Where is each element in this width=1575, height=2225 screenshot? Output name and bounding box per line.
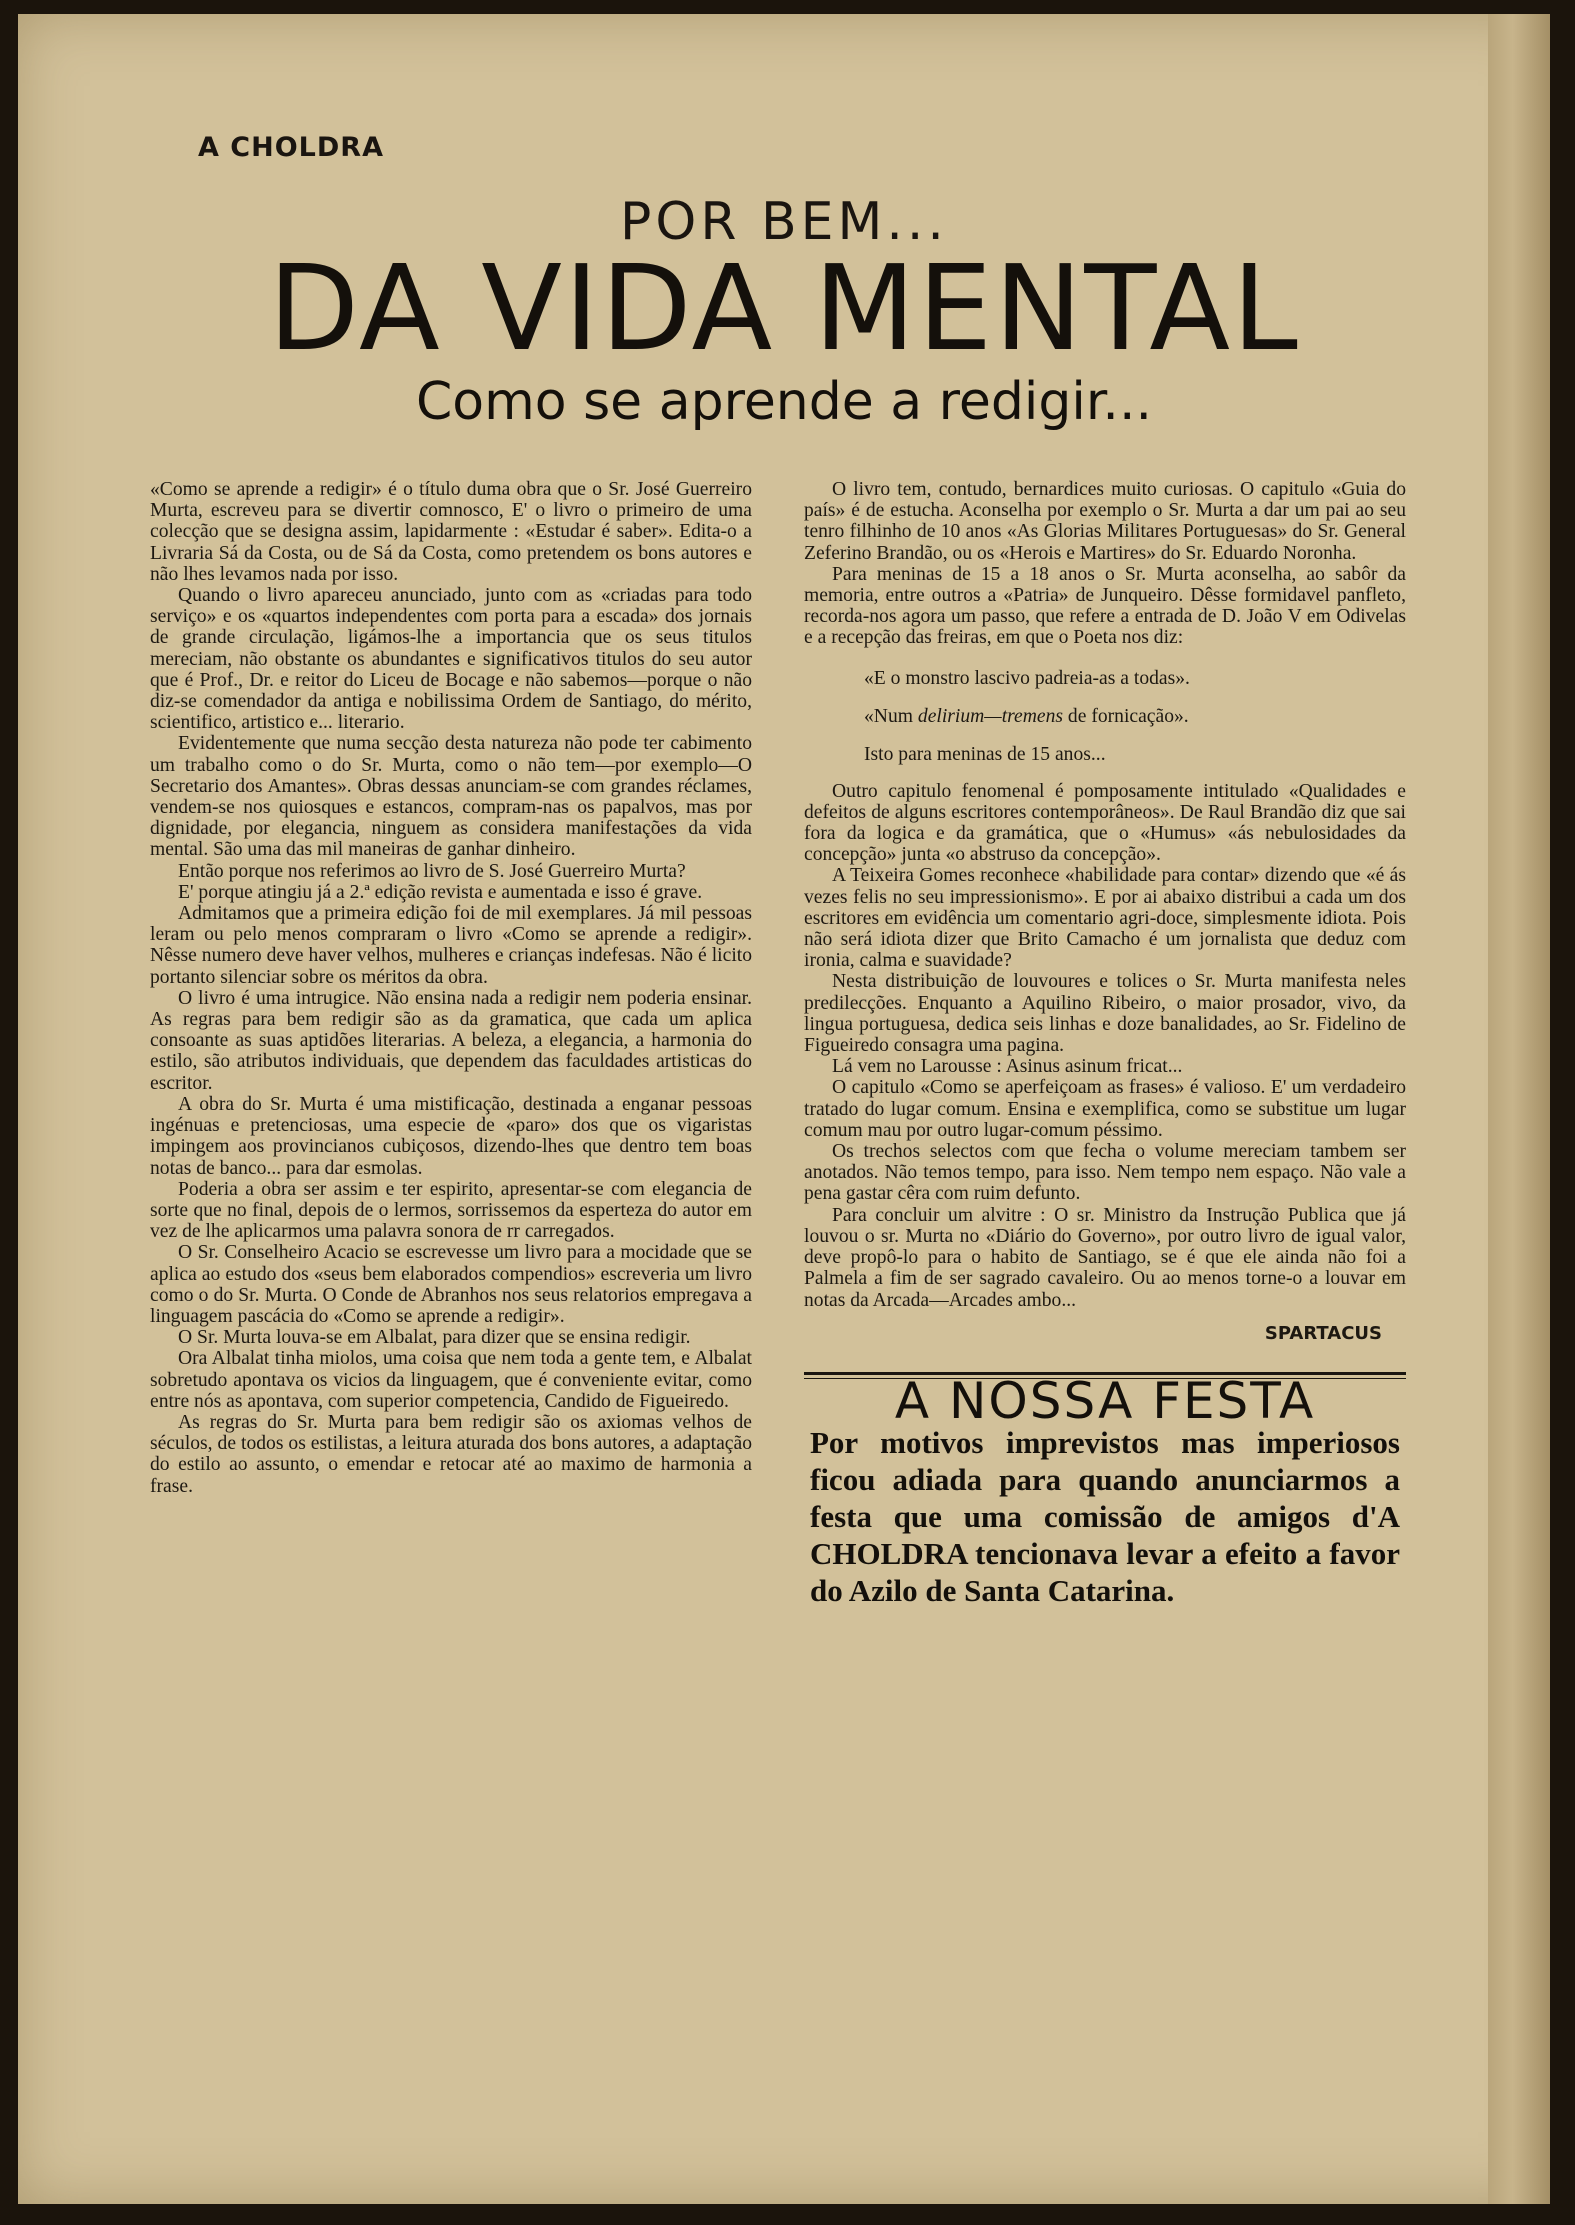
paragraph: Para concluir um alvitre : O sr. Ministro da Instrução Publica que já louvou o sr. Murta no «Diário do Governo», por outro livro de igual valor, deve propô-lo para o habito de Santiago, se é que ele ainda não foi a Palmela a fim de ser sagrado cavaleiro. Ou ao menos torne-o a louvar em notas da Arcada—Arcades ambo... [804,1204,1406,1311]
poem-quote [864,667,1406,766]
notice-title: A NOSSA FESTA [894,1371,1316,1430]
kicker-title: POR BEM... [620,192,948,252]
paragraph: Poderia a obra ser assim e ter espirito, apresentar-se com elegancia de sorte que no final, depois de o lermos, sorrissemos da esperteza do autor em vez de lhe aplicarmos uma palavra sonora de rr carregados. [150,1178,752,1243]
paragraph: Nesta distribuição de louvoures e tolices o Sr. Murta manifesta neles predilecções. Enquanto a Aquilino Ribeiro, o maior prosador, vivo, da lingua portuguesa, dedica seis linhas e doze banalidades, ao Sr. Fidelino de Figueiredo consagra uma pagina. [804,971,1406,1057]
paragraph: A obra do Sr. Murta é uma mistificação, destinada a enganar pessoas ingénuas e pretenciosas, uma especie de «paro» dos que os vigaristas impingem aos provincianos cubiçosos, dizendo-lhes que dentro tem boas notas de banco... para dar esmolas. [150,1093,752,1179]
paragraph: Admitamos que a primeira edição foi de mil exemplares. Já mil pessoas leram ou pelo menos compraram o livro «Como se aprende a redigir». Nêsse numero deve haver velhos, mulheres e crianças indefesas. Não é licito portanto silenciar sobre os méritos da obra. [150,903,752,988]
paragraph: Para meninas de 15 a 18 anos o Sr. Murta aconselha, ao sabôr da memoria, entre outros a «Patria» de Junqueiro. Dêsse formidavel panfleto, recorda-nos agora um passo, que refere a entrada de D. João V em Odivelas e a recepção das freiras, em que o Poeta nos diz: [804,563,1406,649]
headline: DA VIDA MENTAL [268,239,1300,377]
subheadline: Como se aprende a redigir... [415,372,1153,432]
paragraph: As regras do Sr. Murta para bem redigir são os axiomas velhos de séculos, de todos os estilistas, a leitura aturada dos bons autores, a adaptação do estilo ao assunto, o emendar e retocar até ao maximo de harmonia a frase. [150,1411,752,1497]
quote-line: «E o monstro lascivo padreia-as a todas». [864,667,1190,689]
paragraph: Lá vem no Larousse : Asinus asinum fricat... [832,1056,1183,1078]
paragraph: O livro tem, contudo, bernardices muito curiosas. O capitulo «Guia do país» é de estucha. Aconselha por exemplo o Sr. Murta a dar um pai ao seu tenro filhinho de 10 anos «As Glorias Militares Portuguesas» do Sr. General Zeferino Brandão, ou os «Herois e Martires» do Sr. Eduardo Noronha. [804,479,1406,564]
quote-line: «Num delirium—tremens de fornicação». [864,705,1189,727]
paragraph: Evidentemente que numa secção desta natureza não pode ter cabimento um trabalho como o do Sr. Murta, como o não tem—por exemplo—O Secretario dos Amantes». Obras dessas anunciam-se com grandes réclames, vendem-se nos quiosques e estancos, compram-nas os papalvos, mas por dignidade, por elegancia, ninguem as considera manifestações da vida mental. São uma das mil maneiras de ganhar dinheiro. [150,733,752,861]
paragraph: O Sr. Murta louva-se em Albalat, para dizer que se ensina redigir. [178,1327,691,1349]
paragraph: Então porque nos referimos ao livro de S. José Guerreiro Murta? [178,860,686,882]
notice-text: Por motivos imprevistos mas imperiosos ficou adiada para quando anunciarmos a festa que uma comissão de amigos d'A CHOLDRA tencionava levar a efeito a favor do Azilo de Santa Catarina. [810,1425,1400,1609]
paragraph: A Teixeira Gomes reconhece «habilidade para contar» dizendo que «é ás vezes felis no seu impressionismo». E por ai abaixo distribui a cada um dos escritores em evidência um comentario agri-doce, simplesmente idiota. Pois não será idiota dizer que Brito Camacho é um jornalista que deduz com ironia, calma e suavidade? [804,865,1406,972]
paragraph: «Como se aprende a redigir» é o título duma obra que o Sr. José Guerreiro Murta, escreveu para se divertir comnosco, E' o livro o primeiro de uma colecção que se designa assim, lapidarmente : «Estudar é saber». Edita-o a Livraria Sá da Costa, ou de Sá da Costa, como pretendem os bons autores e não lhes levamos nada por isso. [150,479,752,585]
paragraph: O capitulo «Como se aperfeiçoam as frases» é valioso. E' um verdadeiro tratado do lugar comum. Ensina e exemplifica, como se substitue um lugar comum mau por outro lugar-comum péssimo. [804,1077,1406,1141]
paragraph: Os trechos selectos com que fecha o volume mereciam tambem ser anotados. Não temos tempo, para isso. Nem tempo nem espaço. Não vale a pena gastar cêra com ruim defunto. [804,1141,1406,1205]
paragraph: O livro é uma intrugice. Não ensina nada a redigir nem poderia ensinar. As regras para bem redigir são as da gramatica, que cada um aplica consoante as suas aptidões literarias. A beleza, a elegancia, a harmonia do estilo, são atributos individuais, que dependem das faculdades artisticas do escritor. [150,987,752,1094]
paragraph: Quando o livro apareceu anunciado, junto com as «criadas para todo serviço» e os «quartos independentes com porta para a escada» dos jornais de grande circulação, ligámos-lhe a importancia que os seus titulos mereciam, não obstante os abundantes e significativos titulos do seu autor que é Prof., Dr. e reitor do Liceu de Bocage e não sabemos—porque o não diz-se comendador da antiga e nobilissima Ordem de Santiago, do mérito, scientifico, artistico e... literario. [150,585,752,734]
paragraph: Ora Albalat tinha miolos, uma coisa que nem toda a gente tem, e Albalat sobretudo apontava os vicios da linguagem, que é conveniente evitar, como entre nós as apontava, com superior competencia, Candido de Figueiredo. [150,1348,752,1412]
article-column-left [150,479,752,1497]
magazine-page [18,14,1550,2204]
paragraph: O Sr. Conselheiro Acacio se escrevesse um livro para a mocidade que se aplica ao estudo dos «seus bem elaborados compendios» escreveria um livro como o do Sr. Murta. O Conde de Abranhos nos seus relatorios empregava a linguagem pascácia do «Como se aprende a redigir». [150,1242,752,1327]
quote-line: Isto para meninas de 15 anos... [864,743,1106,765]
article-column-right [804,479,1406,1609]
magazine-name: A CHOLDRA [198,132,384,163]
author-signature: SPARTACUS [1264,1322,1382,1344]
paragraph: Outro capitulo fenomenal é pomposamente intitulado «Qualidades e defeitos de alguns escritores contemporâneos». De Raul Brandão diz que sai fora da logica e da gramática, que o «Humus» «ás nebulosidades da concepção» junta «o abstruso da concepção». [804,780,1406,866]
paragraph: E' porque atingiu já a 2.ª edição revista e aumentada e isso é grave. [178,881,703,903]
